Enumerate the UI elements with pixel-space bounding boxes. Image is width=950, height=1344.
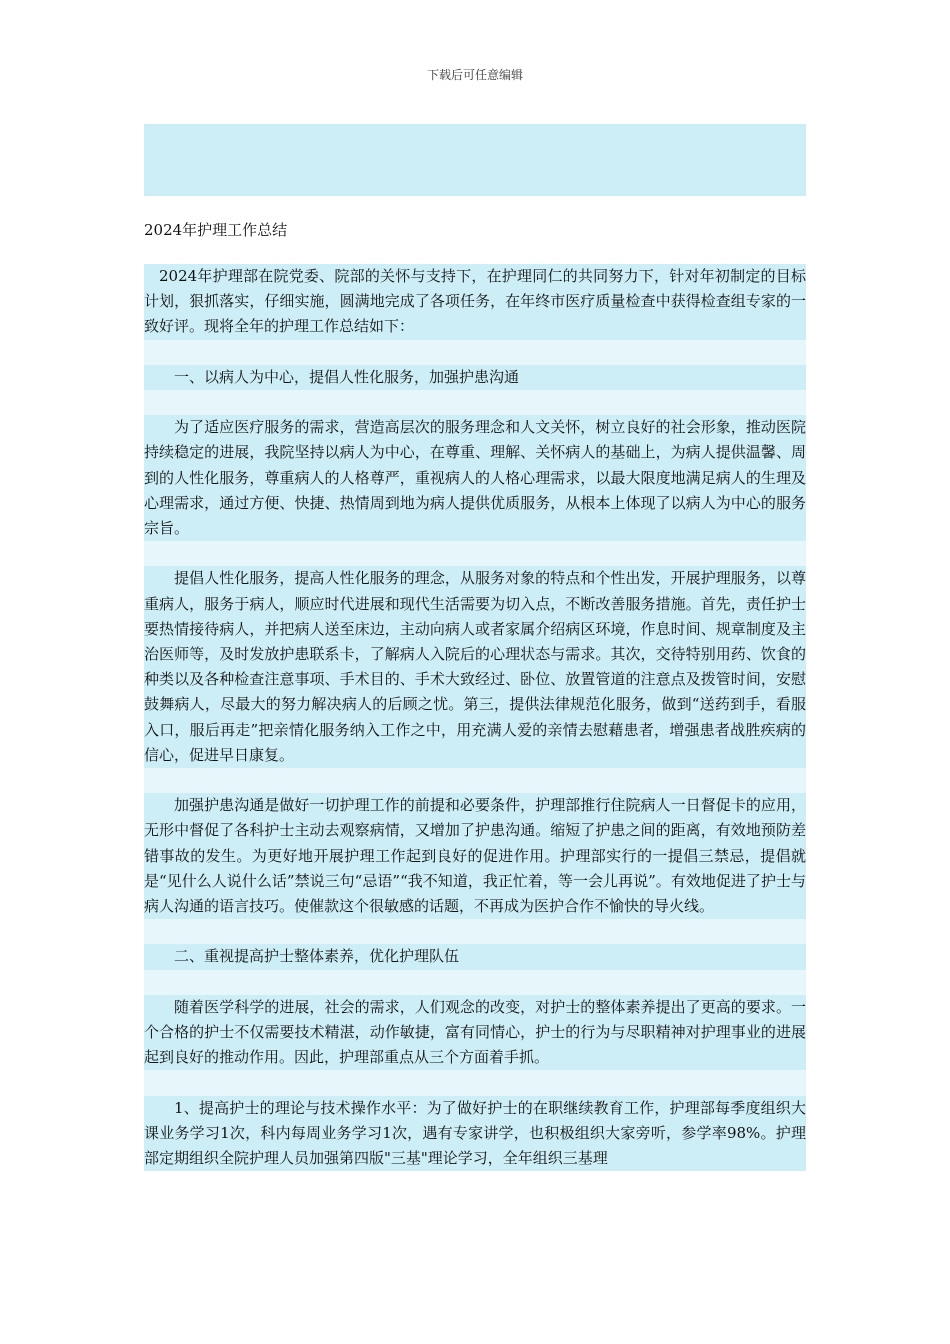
banner-block bbox=[144, 124, 806, 196]
paragraph-gap bbox=[144, 340, 806, 365]
paragraph-gap bbox=[144, 970, 806, 995]
document-title: 2024年护理工作总结 bbox=[144, 221, 288, 239]
paragraph-intro: 2024年护理部在院党委、院部的关怀与支持下，在护理同仁的共同努力下，针对年初制定的目标计划，狠抓落实，仔细实施，圆满地完成了各项任务，在年终市医疗质量检查中获得检查组专家的一致好评。现将全年的护理工作总结如下： bbox=[144, 267, 806, 336]
header-note: 下载后可任意编辑 bbox=[426, 68, 523, 82]
paragraph-gap bbox=[144, 541, 806, 566]
section-heading-2: 二、重视提高护士整体素养，优化护理队伍 bbox=[174, 947, 460, 966]
paragraph-body: 提倡人性化服务，提高人性化服务的理念，从服务对象的特点和个性出发，开展护理服务，以尊重病人，服务于病人，顺应时代进展和现代生活需要为切入点，不断改善服务措施。首先，责任护士要热情接待病人，并把病人送至床边，主动向病人或者家属介绍病区环境，作息时间、规章制度及主治医师等，及时发放护患联系卡，了解病人入院后的心理状态与需求。其次，交待特别用药、饮食的种类以及各种检查注意事项、手术目的、手术大致经过、卧位、放置管道的注意点及拨管时间，安慰鼓舞病人，尽最大的努力解决病人的后顾之忧。第三，提供法律规范化服务，做到“送药到手，看服入口，服后再走”把亲情化服务纳入工作之中，用充满人爱的亲情去慰藉患者，增强患者战胜疾病的信心，促进早日康复。 bbox=[144, 569, 806, 764]
paragraph-body: 为了适应医疗服务的需求，营造高层次的服务理念和人文关怀，树立良好的社会形象，推动医院持续稳定的进展，我院坚持以病人为中心，在尊重、理解、关怀病人的基础上，为病人提供温馨、周到的人性化服务，尊重病人的人格尊严，重视病人的人格心理需求，以最大限度地满足病人的生理及心理需求，通过方便、快捷、热情周到地为病人提供优质服务，从根本上体现了以病人为中心的服务宗旨。 bbox=[144, 418, 806, 537]
paragraph-body: 加强护患沟通是做好一切护理工作的前提和必要条件，护理部推行住院病人一日督促卡的应用，无形中督促了各科护士主动去观察病情，又增加了护患沟通。缩短了护患之间的距离，有效地预防差错事故的发生。为更好地开展护理工作起到良好的促进作用。护理部实行的一提倡三禁忌，提倡就是“见什么人说什么话”禁说三句“忌语”“我不知道，我正忙着，等一会儿再说”。有效地促进了护士与病人沟通的语言技巧。使催款这个很敏感的话题，不再成为医护合作不愉快的导火线。 bbox=[144, 796, 806, 916]
section-heading-1: 一、以病人为中心，提倡人性化服务，加强护患沟通 bbox=[174, 367, 520, 386]
paragraph-body: 1、提高护士的理论与技术操作水平：为了做好护士的在职继续教育工作，护理部每季度组织大课业务学习1次，科内每周业务学习1次，遇有专家讲学，也积极组织大家旁听，参学率98%。护理部定期组织全院护理人员加强第四版"三基"理论学习，全年组织三基理 bbox=[144, 1098, 806, 1167]
document-body bbox=[144, 264, 806, 1171]
paragraph-gap bbox=[144, 390, 806, 415]
paragraph-body: 随着医学科学的进展，社会的需求，人们观念的改变，对护士的整体素养提出了更高的要求。一个合格的护士不仅需要技术精湛，动作敏捷，富有同情心，护士的行为与尽职精神对护理事业的进展起到良好的推动作用。因此，护理部重点从三个方面着手抓。 bbox=[144, 997, 806, 1067]
paragraph-gap bbox=[144, 1070, 806, 1095]
paragraph-gap bbox=[144, 919, 806, 944]
paragraph-gap bbox=[144, 768, 806, 793]
